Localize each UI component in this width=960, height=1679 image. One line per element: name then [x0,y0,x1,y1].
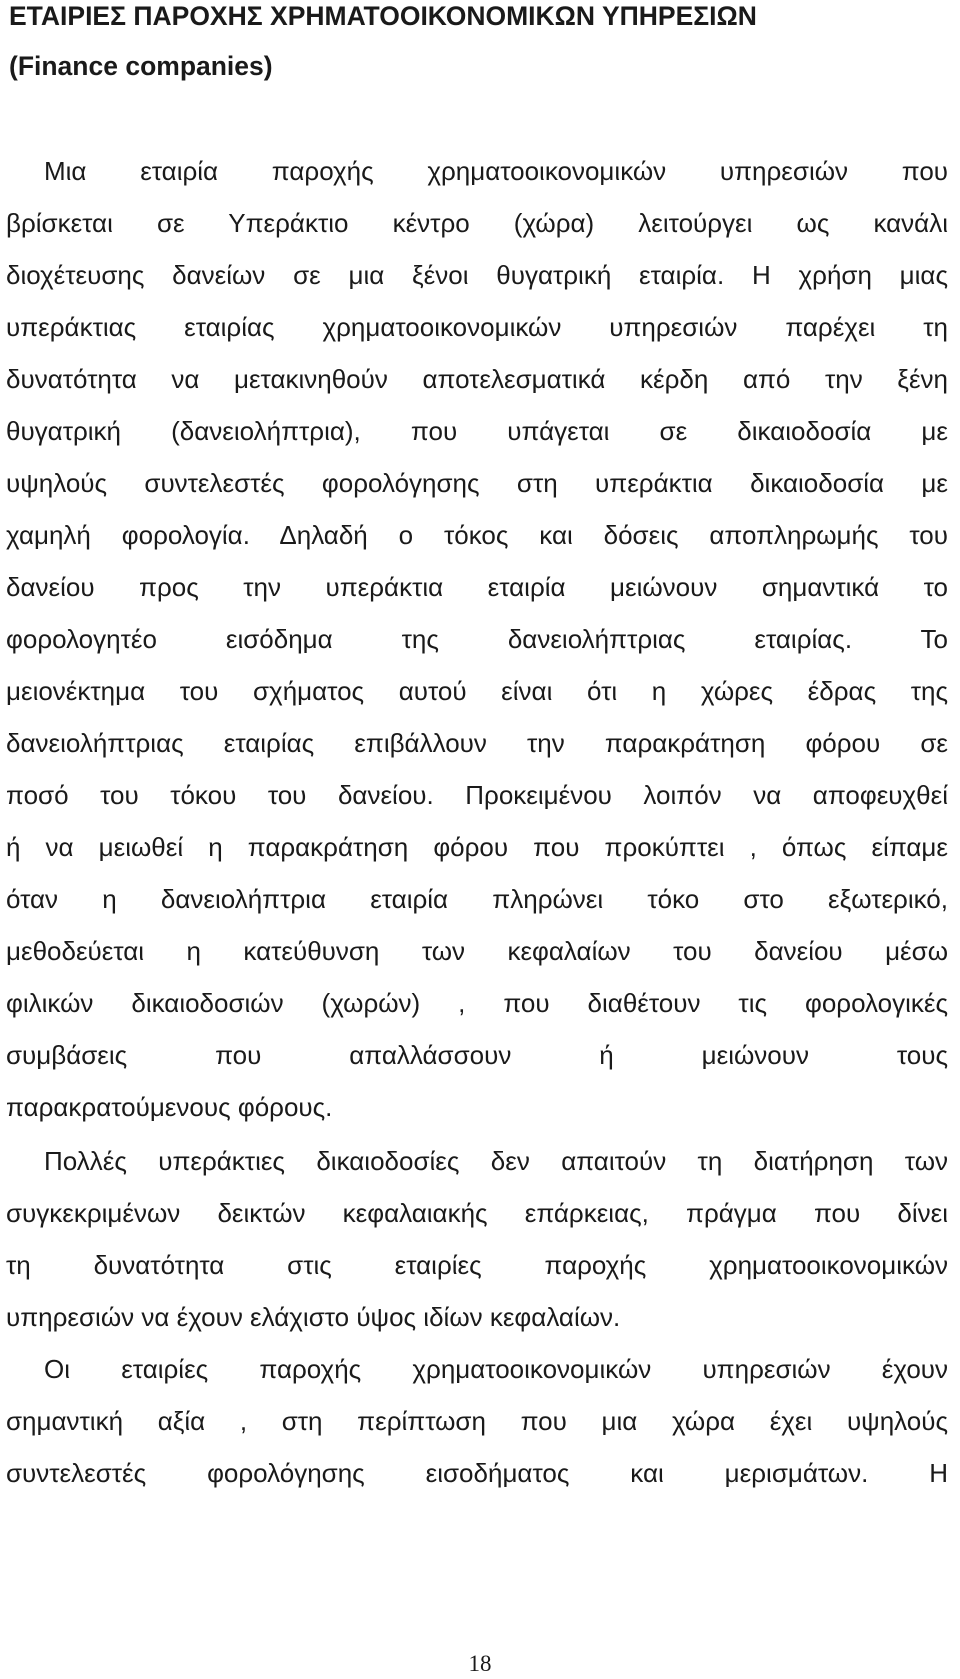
text-line: βρίσκεται σε Υπεράκτιο κέντρο (χώρα) λειτούργει ως κανάλι [6,208,948,238]
page-number: 18 [468,1651,492,1676]
text-line: δυνατότητα να μετακινηθούν αποτελεσματικά κέρδη από την ξένη [6,364,948,394]
text-line: χαμηλή φορολογία. Δηλαδή ο τόκος και δόσεις αποπληρωμής του [6,520,948,550]
text-line: όταν η δανειολήπτρια εταιρία πληρώνει τόκο στο εξωτερικό, [6,884,948,914]
text-line: δανειολήπτριας εταιρίας επιβάλλουν την παρακράτηση φόρου σε [6,728,948,758]
text-line: ποσό του τόκου του δανείου. Προκειμένου λοιπόν να αποφευχθεί [6,780,948,810]
text-line: Οι εταιρίες παροχής χρηματοοικονομικών υπηρεσιών έχουν [44,1354,948,1384]
text-line: τη δυνατότητα στις εταιρίες παροχής χρηματοοικονομικών [6,1250,948,1280]
text-line: ή να μειωθεί η παρακράτηση φόρου που προκύπτει , όπως είπαμε [6,832,948,862]
text-line: διοχέτευσης δανείων σε μια ξένοι θυγατρική εταιρία. Η χρήση μιας [6,260,948,290]
section-heading: ΕΤΑΙΡΙΕΣ ΠΑΡΟΧΗΣ ΧΡΗΜΑΤΟΟΙΚΟΝΟΜΙΚΩΝ ΥΠΗΡΕΣΙΩΝ [9,1,757,31]
text-line: υπεράκτιας εταιρίας χρηματοοικονομικών υπηρεσιών παρέχει τη [6,312,948,342]
text-line: Μια εταιρία παροχής χρηματοοικονομικών υπηρεσιών που [44,156,948,186]
text-line: συμβάσεις που απαλλάσσουν ή μειώνουν τους [6,1040,948,1070]
text-line: παρακρατούμενους φόρους. [6,1092,333,1122]
text-line: μειονέκτημα του σχήματος αυτού είναι ότι η χώρες έδρας της [6,676,948,706]
text-line: φορολογητέο εισόδημα της δανειολήπτριας εταιρίας. Το [6,624,948,654]
section-subheading: (Finance companies) [9,51,273,81]
text-line: συντελεστές φορολόγησης εισοδήματος και μερισμάτων. Η [6,1458,948,1488]
text-line: θυγατρική (δανειολήπτρια), που υπάγεται σε δικαιοδοσία με [6,416,948,446]
text-line: μεθοδεύεται η κατεύθυνση των κεφαλαίων του δανείου μέσω [6,936,948,966]
text-line: συγκεκριμένων δεικτών κεφαλαιακής επάρκειας, πράγμα που δίνει [6,1198,948,1228]
text-line: φιλικών δικαιοδοσιών (χωρών) , που διαθέτουν τις φορολογικές [6,988,948,1018]
text-line: δανείου προς την υπεράκτια εταιρία μειώνουν σημαντικά το [6,572,948,602]
text-line: σημαντική αξία , στη περίπτωση που μια χώρα έχει υψηλούς [6,1406,948,1436]
text-line: Πολλές υπεράκτιες δικαιοδοσίες δεν απαιτούν τη διατήρηση των [44,1146,948,1176]
text-line: υψηλούς συντελεστές φορολόγησης στη υπεράκτια δικαιοδοσία με [6,468,948,498]
text-line: υπηρεσιών να έχουν ελάχιστο ύψος ιδίων κεφαλαίων. [6,1302,621,1332]
